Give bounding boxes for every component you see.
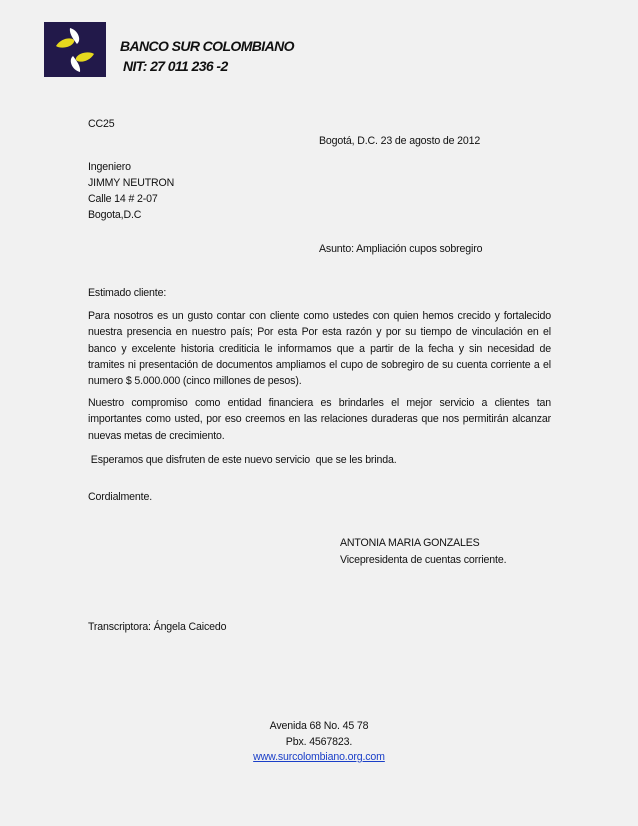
closing: Cordialmente. — [88, 491, 152, 503]
footer-phone: Pbx. 4567823. — [285, 736, 353, 748]
recipient-address: Calle 14 # 2-07 — [88, 193, 158, 205]
footer-website-link[interactable]: www.surcolombiano.org.com — [253, 751, 385, 763]
greeting: Estimado cliente: — [88, 287, 167, 299]
body-paragraph-2: Nuestro compromiso como entidad financiera es brindarles el mejor servicio a clientes tan importantes como usted, por eso creemos en las relaciones duraderas que nos permitirán alcanzar nuevas metas de crecimiento. — [88, 397, 551, 442]
body-paragraph-3: Esperamos que disfruten de este nuevo servicio que se les brinda. — [88, 454, 397, 466]
recipient-name: JIMMY NEUTRON — [88, 177, 175, 189]
transcriber: Transcriptora: Ángela Caicedo — [88, 621, 227, 633]
letter-date: Bogotá, D.C. 23 de agosto de 2012 — [319, 135, 481, 147]
reference-code: CC25 — [88, 118, 115, 130]
recipient-title: Ingeniero — [88, 161, 131, 173]
bank-logo — [44, 22, 106, 77]
bank-nit: NIT: 27 011 236 -2 — [123, 58, 228, 74]
recipient-city: Bogota,D.C — [88, 209, 142, 221]
body-paragraph-1: Para nosotros es un gusto contar con cliente como ustedes con quien hemos crecido y fortalecido nuestra presencia en nuestro país; Por esta Por esta razón y por su tiempo de vinculación en el banco y excelente historia crediticia le informamos que a partir de la fecha y sin necesidad de tramites ni presentación de documentos ampliamos el cupo de sobregiro de su cuenta corriente a el numero $ 5.000.000 (cinco millones de pesos). — [88, 310, 551, 388]
bank-name: BANCO SUR COLOMBIANO — [120, 38, 294, 54]
letter-subject: Asunto: Ampliación cupos sobregiro — [319, 243, 483, 255]
signer-title: Vicepresidenta de cuentas corriente. — [340, 554, 507, 566]
footer-address: Avenida 68 No. 45 78 — [269, 720, 369, 732]
logo-s-icon — [44, 22, 106, 77]
signer-name: ANTONIA MARIA GONZALES — [340, 537, 480, 549]
